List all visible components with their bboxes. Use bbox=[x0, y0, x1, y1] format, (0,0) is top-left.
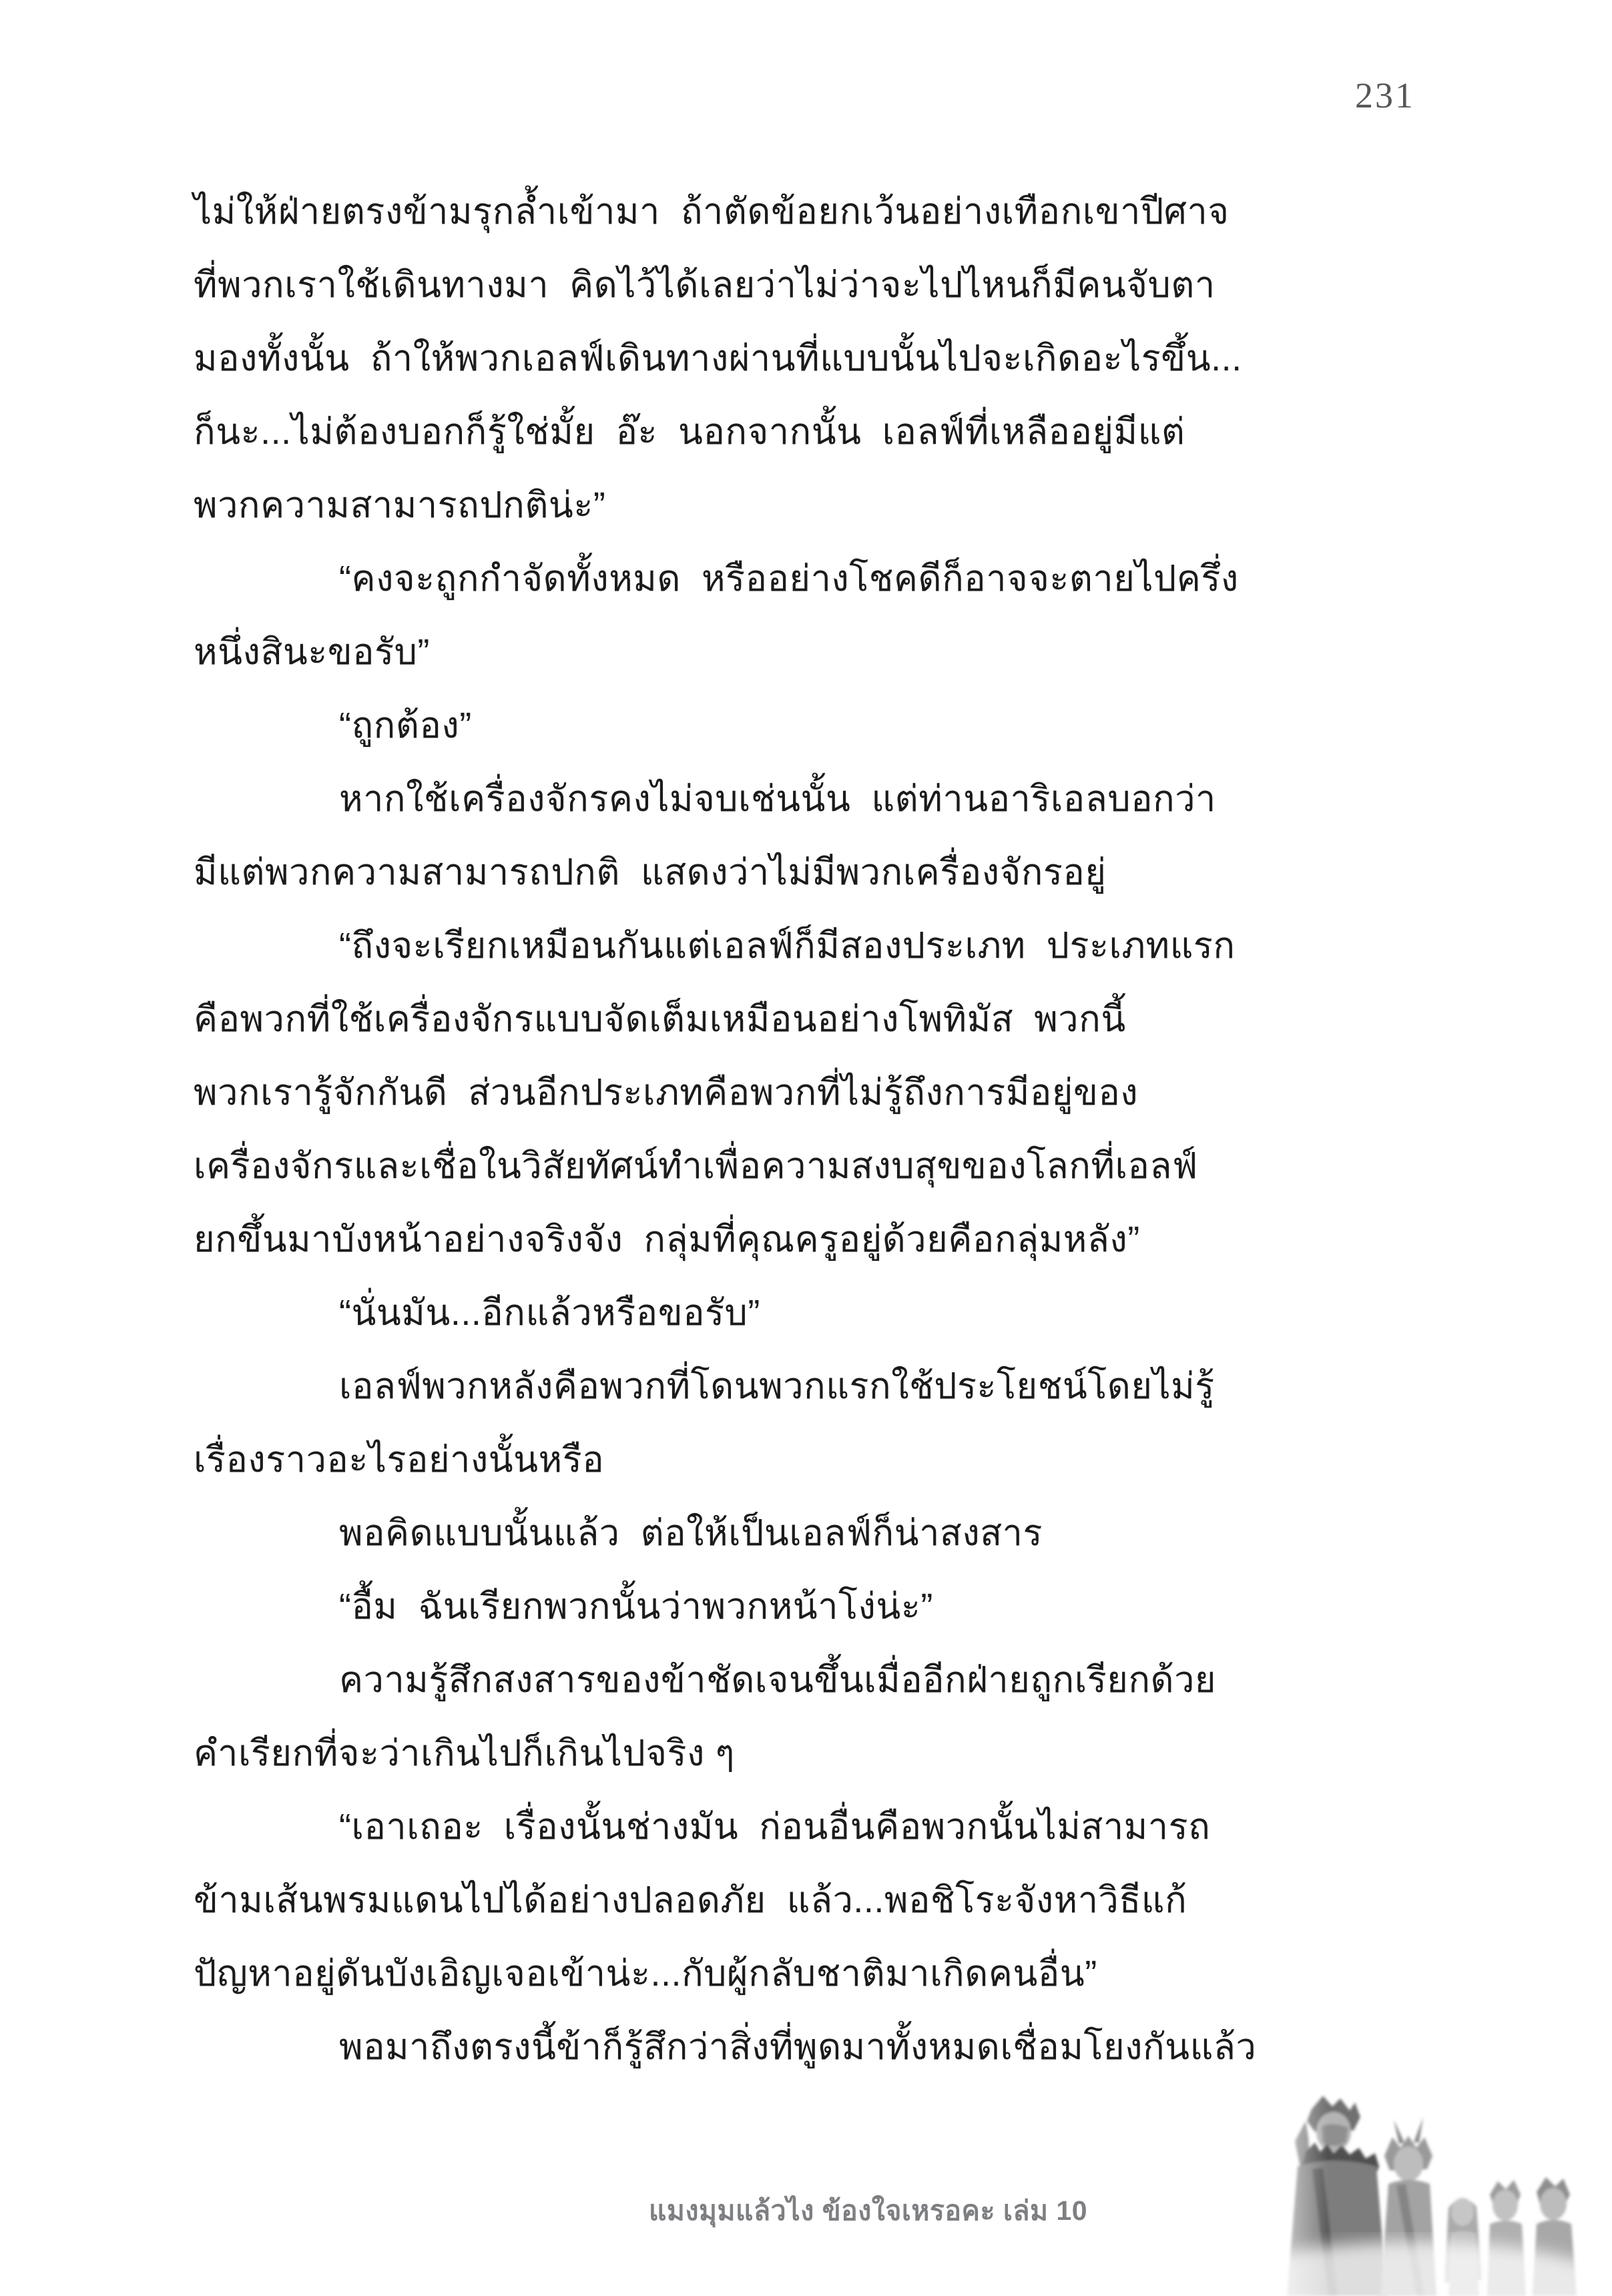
text-line: “ถึงจะเรียกเหมือนกันแต่เอลฟ์ก็มีสองประเภท ประเภทแรก bbox=[339, 926, 1236, 966]
figure2-head bbox=[1394, 2146, 1423, 2181]
text-line: ปัญหาอยู่ดันบังเอิญเจอเข้าน่ะ...กับผู้กลับชาติมาเกิดคนอื่น” bbox=[194, 1954, 1097, 1994]
text-line: พอคิดแบบนั้นแล้ว ต่อให้เป็นเอลฟ์ก็น่าสงสาร bbox=[339, 1513, 1043, 1553]
text-line: มองทั้งนั้น ถ้าให้พวกเอลฟ์เดินทางผ่านที่แบบนั้นไปจะเกิดอะไรขึ้น... bbox=[194, 338, 1242, 378]
text-line: “เอาเถอะ เรื่องนั้นช่างมัน ก่อนอื่นคือพวกนั้นไม่สามารถ bbox=[339, 1807, 1211, 1847]
figure5-head bbox=[1540, 2188, 1567, 2220]
character-sketch-illustration bbox=[1248, 2094, 1612, 2296]
text-line: “นั่นมัน...อีกแล้วหรือขอรับ” bbox=[339, 1293, 760, 1333]
text-line: เรื่องราวอะไรอย่างนั้นหรือ bbox=[194, 1440, 605, 1480]
text-line: คือพวกที่ใช้เครื่องจักรแบบจัดเต็มเหมือนอย่างโพทิมัส พวกนี้ bbox=[194, 999, 1126, 1039]
text-line: ยกขึ้นมาบังหน้าอย่างจริงจัง กลุ่มที่คุณครูอยู่ด้วยคือกลุ่มหลัง” bbox=[194, 1219, 1140, 1259]
text-line: “ถูกต้อง” bbox=[339, 705, 472, 746]
figure2-horn-left bbox=[1394, 2120, 1404, 2144]
text-line: หนึ่งสินะขอรับ” bbox=[194, 632, 430, 672]
figure2-horn-right bbox=[1414, 2117, 1423, 2142]
text-line: ความรู้สึกสงสารของข้าชัดเจนขึ้นเมื่ออีกฝ่ายถูกเรียกด้วย bbox=[339, 1660, 1217, 1700]
text-line: ข้ามเส้นพรมแดนไปได้อย่างปลอดภัย แล้ว...พอชิโระจังหาวิธีแก้ bbox=[194, 1880, 1187, 1920]
text-line: ที่พวกเราใช้เดินทางมา คิดไว้ได้เลยว่าไม่ว่าจะไปไหนก็มีคนจับตา bbox=[194, 265, 1216, 305]
text-line: พวกความสามารถปกติน่ะ” bbox=[194, 485, 606, 525]
figure3-head bbox=[1451, 2198, 1474, 2226]
text-line: ก็นะ...ไม่ต้องบอกก็รู้ใช่มั้ย อ๊ะ นอกจากนั้น เอลฟ์ที่เหลืออยู่มีแต่ bbox=[194, 412, 1185, 452]
text-line: “คงจะถูกกำจัดทั้งหมด หรืออย่างโชคดีก็อาจจะตายไปครึ่ง bbox=[339, 559, 1239, 599]
text-line: “อื้ม ฉันเรียกพวกนั้นว่าพวกหน้าโง่น่ะ” bbox=[339, 1587, 933, 1627]
text-line: เอลฟ์พวกหลังคือพวกที่โดนพวกแรกใช้ประโยชน์โดยไม่รู้ bbox=[339, 1366, 1215, 1406]
text-line: คำเรียกที่จะว่าเกินไปก็เกินไปจริง ๆ bbox=[194, 1733, 735, 1773]
body-text bbox=[194, 175, 1435, 2084]
text-line: มีแต่พวกความสามารถปกติ แสดงว่าไม่มีพวกเครื่องจักรอยู่ bbox=[194, 852, 1107, 892]
text-line: พวกเรารู้จักกันดี ส่วนอีกประเภทคือพวกที่ไม่รู้ถึงการมีอยู่ของ bbox=[194, 1073, 1139, 1113]
text-line: พอมาถึงตรงนี้ข้าก็รู้สึกว่าสิ่งที่พูดมาทั้งหมดเชื่อมโยงกันแล้ว bbox=[339, 2027, 1257, 2067]
figure4-head bbox=[1493, 2190, 1518, 2221]
page-number: 231 bbox=[1355, 75, 1415, 115]
text-line: หากใช้เครื่องจักรคงไม่จบเช่นนั้น แต่ท่านอาริเอลบอกว่า bbox=[339, 779, 1216, 819]
footer-book-title: แมงมุมแล้วไง ข้องใจเหรอคะ เล่ม 10 bbox=[649, 2195, 1088, 2226]
text-line: เครื่องจักรและเชื่อในวิสัยทัศน์ทำเพื่อความสงบสุขของโลกที่เอลฟ์ bbox=[194, 1146, 1198, 1186]
left-fade bbox=[1248, 2094, 1328, 2296]
text-line: ไม่ให้ฝ่ายตรงข้ามรุกล้ำเข้ามา ถ้าตัดข้อยกเว้นอย่างเทือกเขาปีศาจ bbox=[194, 192, 1230, 232]
